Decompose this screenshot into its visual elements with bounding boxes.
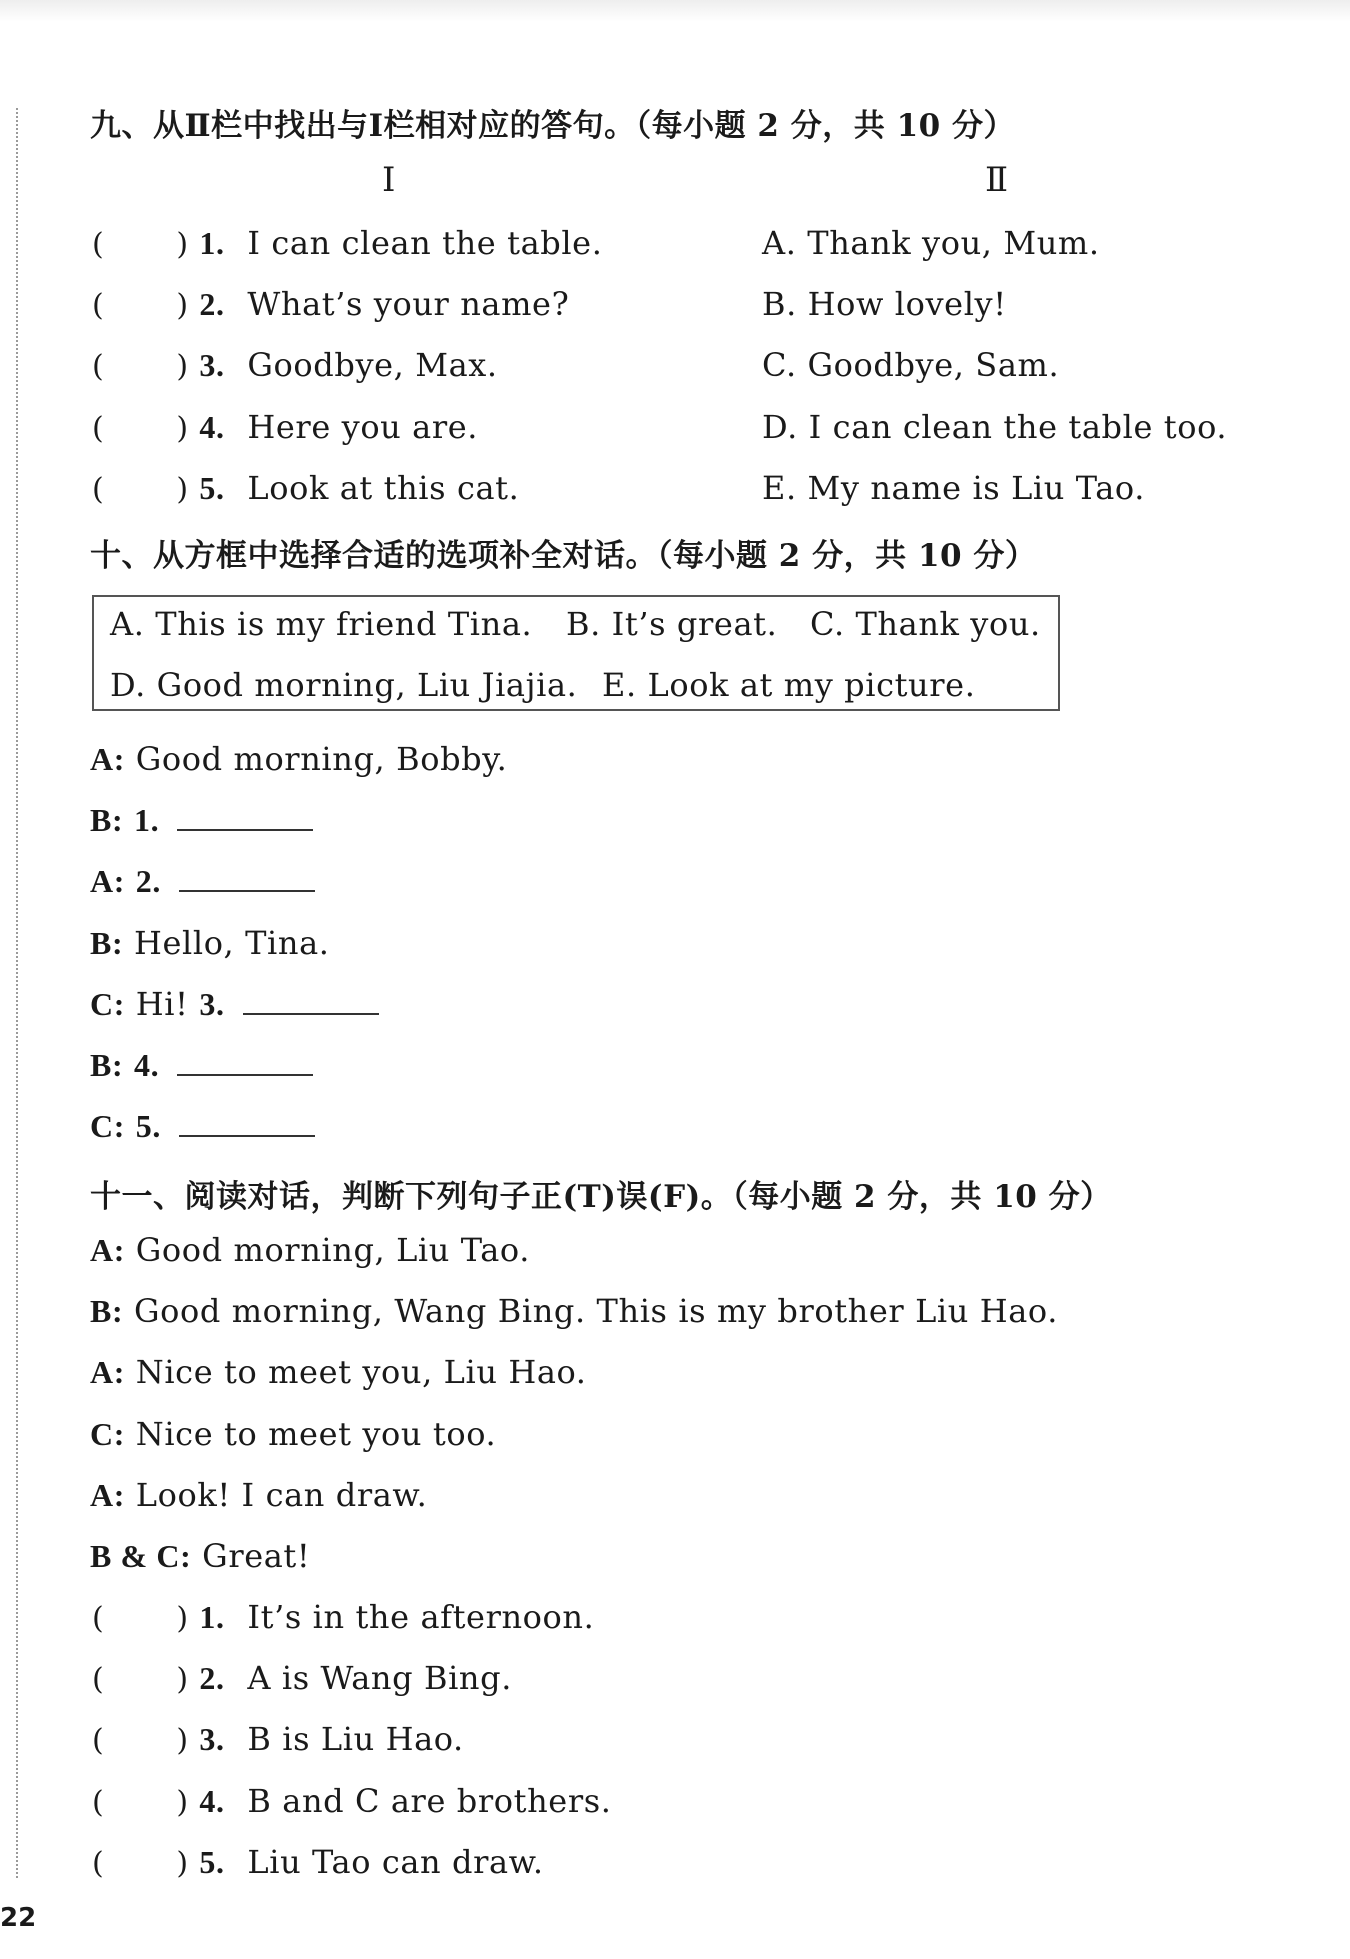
dialogue-text: Look! I can draw. [135,1476,428,1514]
true-false-item [92,1782,612,1820]
answer-paren-open[interactable]: ( [92,1723,105,1758]
dialogue-line [90,1476,427,1514]
speaker-label: B: [90,925,124,961]
true-false-item [92,1659,512,1697]
dialogue-line [90,924,330,962]
blank-number: 1. [133,802,160,838]
answer-paren-open[interactable]: ( [92,349,105,384]
answer-blank[interactable] [177,803,313,831]
dialogue-text: Hello, Tina. [133,924,330,962]
column-1-header: Ⅰ [382,160,396,200]
matching-question [92,224,602,262]
section-11-title: 十一、阅读对话，判断下列句子正(T)误(F)。（每小题 2 分，共 10 分） [90,1179,1112,1215]
matching-question [92,469,519,507]
binding-margin-line [16,108,18,1878]
speaker-label: A: [90,1354,125,1390]
box-option-b: B. It’s great. [566,605,778,643]
statement-number: 4. [199,1783,225,1819]
dialogue-text: Nice to meet you too. [135,1415,497,1453]
question-number: 1. [199,225,225,261]
top-shade [0,0,1350,22]
matching-question [92,346,498,384]
blank-number: 4. [133,1047,160,1083]
matching-question [92,408,478,446]
box-option-d: D. Good morning, Liu Jiajia. [110,666,578,704]
section-9-title: 九、从Ⅱ栏中找出与Ⅰ栏相对应的答句。（每小题 2 分，共 10 分） [90,108,1016,144]
answer-blank[interactable] [243,987,379,1015]
dialogue-line [90,1415,496,1453]
speaker-label: A: [90,741,125,777]
answer-paren-open[interactable]: ( [92,227,105,262]
answer-option: D. I can clean the table too. [762,408,1228,446]
dialogue-line [90,801,313,839]
answer-option: C. Goodbye, Sam. [762,346,1060,384]
blank-number: 3. [199,986,225,1022]
answer-blank[interactable] [179,864,315,892]
speaker-label: B: [90,1047,124,1083]
statement-number: 5. [199,1844,225,1880]
section-10-title: 十、从方框中选择合适的选项补全对话。（每小题 2 分，共 10 分） [90,538,1037,574]
dialogue-text: Nice to meet you, Liu Hao. [135,1353,587,1391]
question-number: 5. [199,470,225,506]
speaker-label: B: [90,1293,124,1329]
dialogue-line [90,1046,313,1084]
answer-option: E. My name is Liu Tao. [762,469,1145,507]
statement-text: B is Liu Hao. [247,1720,464,1758]
answer-paren-close: ) [176,288,189,323]
speaker-label: A: [90,1232,125,1268]
answer-paren-open[interactable]: ( [92,472,105,507]
question-text: Look at this cat. [247,469,520,507]
answer-option: A. Thank you, Mum. [762,224,1100,262]
dialogue-line [90,1353,587,1391]
speaker-label: C: [90,1416,125,1452]
question-number: 4. [199,409,225,445]
answer-paren-close: ) [176,227,189,262]
box-option-c: C. Thank you. [810,605,1041,643]
dialogue-line [90,1231,530,1269]
question-number: 2. [199,286,225,322]
statement-text: Liu Tao can draw. [247,1843,544,1881]
question-text: I can clean the table. [247,224,603,262]
speaker-label: A: [90,863,125,899]
dialogue-text: Good morning, Bobby. [135,740,508,778]
true-false-item [92,1720,464,1758]
answer-paren-close: ) [176,1723,189,1758]
blank-number: 5. [135,1108,161,1144]
dialogue-line [90,740,507,778]
question-text: Here you are. [247,408,479,446]
dialogue-line [90,1537,310,1575]
speaker-label: C: [90,986,125,1022]
answer-paren-open[interactable]: ( [92,1846,105,1881]
true-false-item [92,1843,544,1881]
answer-paren-close: ) [176,1846,189,1881]
dialogue-text: Good morning, Wang Bing. This is my brother Liu Hao. [133,1292,1059,1330]
box-option-a: A. This is my friend Tina. [110,605,533,643]
column-2-header: Ⅱ [985,160,1009,200]
dialogue-line [90,862,315,900]
box-option-e: E. Look at my picture. [602,666,976,704]
blank-number: 2. [135,863,161,899]
answer-paren-close: ) [176,349,189,384]
dialogue-text: Good morning, Liu Tao. [135,1231,530,1269]
answer-paren-close: ) [176,1601,189,1636]
statement-text: B and C are brothers. [247,1782,612,1820]
answer-blank[interactable] [179,1109,315,1137]
speaker-label: C: [90,1108,125,1144]
question-text: Goodbye, Max. [247,346,498,384]
answer-blank[interactable] [177,1048,313,1076]
statement-number: 2. [199,1660,225,1696]
statement-number: 1. [199,1599,225,1635]
matching-question [92,285,569,323]
answer-paren-open[interactable]: ( [92,411,105,446]
dialogue-line [90,985,379,1023]
answer-paren-open[interactable]: ( [92,288,105,323]
answer-paren-open[interactable]: ( [92,1601,105,1636]
dialogue-text: Great! [202,1537,311,1575]
answer-paren-close: ) [176,1785,189,1820]
statement-number: 3. [199,1721,225,1757]
page-number: 22 [0,1903,37,1933]
speaker-label: B & C: [90,1538,192,1574]
answer-paren-open[interactable]: ( [92,1785,105,1820]
answer-option: B. How lovely! [762,285,1007,323]
answer-paren-close: ) [176,411,189,446]
answer-paren-close: ) [176,472,189,507]
answer-paren-close: ) [176,1662,189,1697]
speaker-label: B: [90,802,124,838]
dialogue-text: Hi! [135,985,189,1023]
answer-paren-open[interactable]: ( [92,1662,105,1697]
speaker-label: A: [90,1477,125,1513]
true-false-item [92,1598,594,1636]
statement-text: A is Wang Bing. [247,1659,512,1697]
question-number: 3. [199,347,225,383]
question-text: What’s your name? [247,285,570,323]
dialogue-line [90,1107,315,1145]
dialogue-line [90,1292,1058,1330]
statement-text: It’s in the afternoon. [247,1598,595,1636]
